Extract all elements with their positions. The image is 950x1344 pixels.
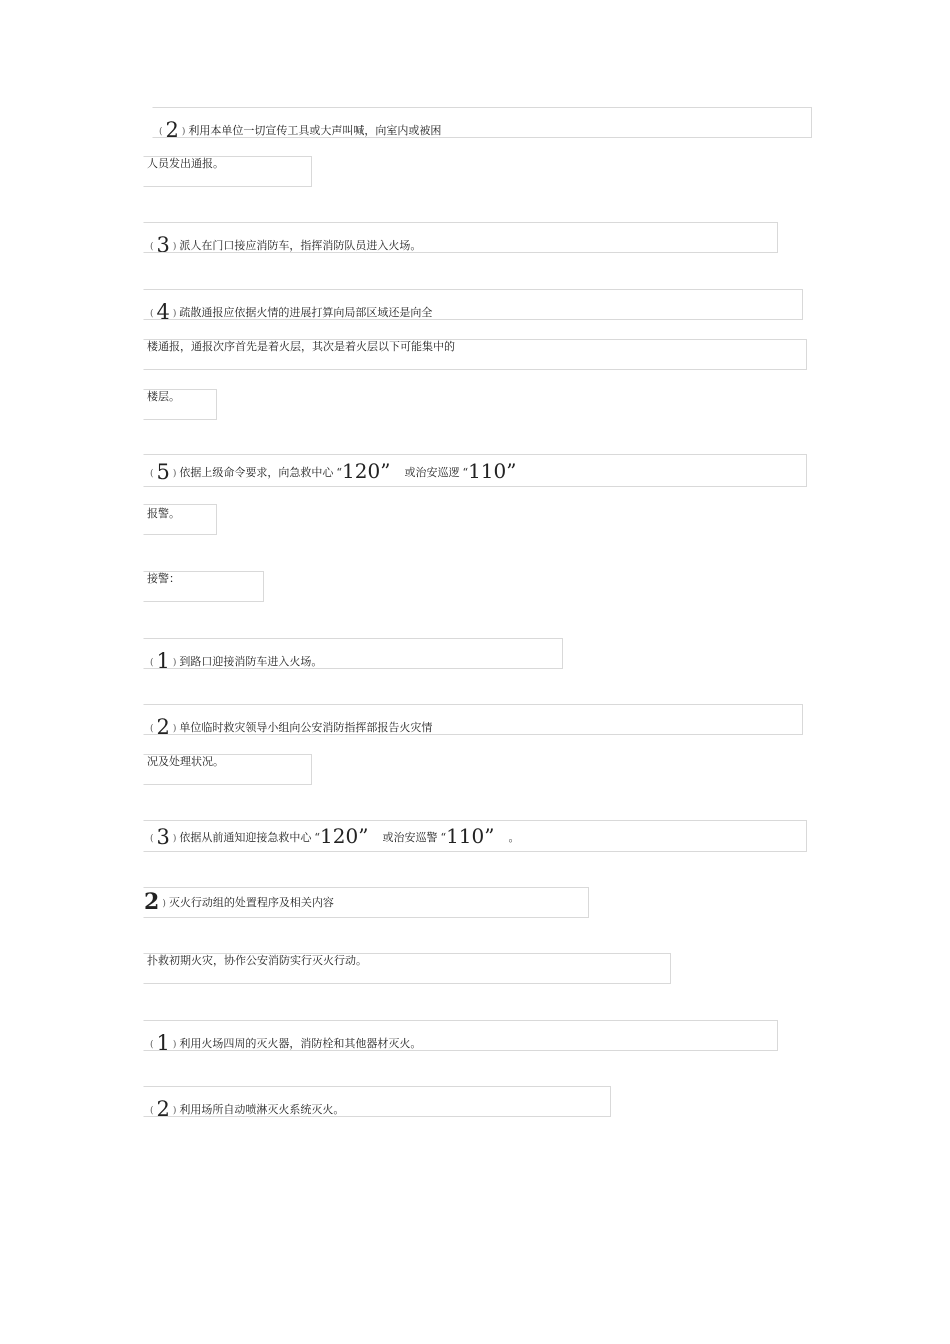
text-line (143, 571, 264, 602)
line-text: 人员发出通报。 (147, 157, 224, 170)
text-line (143, 704, 803, 735)
text-line (143, 454, 807, 487)
paren-close: ) (172, 309, 177, 319)
quote-close: ” (358, 824, 369, 848)
section-heading (143, 887, 589, 918)
quote-open: “ (462, 466, 469, 479)
quote-open: “ (314, 831, 321, 844)
item-number: 3 (156, 233, 170, 253)
phone-number-120: 120 (320, 824, 359, 848)
paren-open: ( (150, 1040, 154, 1050)
item-number: 1 (156, 649, 170, 669)
line-text: 到路口迎接消防车进入火场。 (179, 655, 323, 668)
line-text: 依据从前通知迎接急救中心 (179, 831, 312, 844)
text-line (143, 1086, 611, 1117)
item-number: 2 (156, 1097, 170, 1117)
section-title: 灭火行动组的处置程序及相关内容 (168, 896, 334, 909)
line-text: 利用场所自动喷淋灭火系统灭火。 (179, 1103, 345, 1116)
item-number: 2 (165, 118, 179, 138)
text-line (143, 504, 217, 535)
text-line (143, 339, 807, 370)
paren-open: ( (150, 724, 154, 734)
item-number: 5 (156, 460, 170, 484)
text-line (143, 389, 217, 420)
line-text: 况及处理状况。 (147, 755, 224, 768)
paren-open: ( (150, 309, 154, 319)
paren-close: ) (162, 899, 166, 909)
text-line (143, 1020, 778, 1051)
line-text: 扑救初期火灾，协作公安消防实行灭火行动。 (147, 954, 367, 967)
phone-number-110: 110 (446, 824, 485, 848)
paren-close: ) (172, 242, 177, 252)
line-text: 楼通报，通报次序首先是着火层，其次是着火层以下可能集中的 (147, 340, 455, 353)
item-number: 2 (156, 715, 170, 735)
line-text: 报警。 (147, 507, 180, 520)
text-line (143, 953, 671, 984)
quote-open: “ (336, 466, 343, 479)
phone-number-110: 110 (468, 459, 507, 483)
paren-open: ( (150, 658, 154, 668)
quote-open: “ (440, 831, 447, 844)
text-line (143, 754, 312, 785)
line-text: 楼层。 (147, 390, 180, 403)
line-text-mid: 或治安巡逻 (404, 466, 460, 479)
text-line (143, 289, 803, 320)
paren-open: ( (150, 469, 154, 479)
text-line (143, 820, 807, 852)
quote-close: ” (380, 459, 391, 483)
quote-close: ” (484, 824, 495, 848)
paren-open: ( (150, 834, 154, 844)
text-line (143, 156, 312, 187)
paren-open: ( (159, 127, 163, 137)
section-number: 2 (144, 889, 160, 915)
line-text: 依据上级命令要求，向急救中心 (179, 466, 334, 479)
text-line (152, 107, 812, 138)
item-number: 4 (156, 300, 170, 320)
line-text: 利用火场四周的灭火器，消防栓和其他器材灭火。 (179, 1037, 422, 1050)
paren-close: ) (172, 1040, 177, 1050)
line-text: 派人在门口接应消防车，指挥消防队员进入火场。 (179, 239, 422, 252)
line-end-punct: 。 (508, 831, 520, 844)
line-text: 接警： (147, 572, 180, 585)
quote-close: ” (506, 459, 517, 483)
phone-number-120: 120 (342, 459, 381, 483)
item-number: 3 (156, 825, 170, 849)
paren-close: ) (172, 834, 177, 844)
line-text: 利用本单位一切宣传工具或大声叫喊，向室内或被困 (188, 124, 442, 137)
text-line (143, 222, 778, 253)
text-line (143, 638, 563, 669)
line-text: 单位临时救灾领导小组向公安消防指挥部报告火灾情 (179, 721, 433, 734)
paren-open: ( (150, 242, 154, 252)
item-number: 1 (156, 1031, 170, 1051)
line-text: 疏散通报应依据火情的进展打算向局部区域还是向全 (179, 306, 433, 319)
paren-close: ) (181, 127, 186, 137)
paren-close: ) (172, 1106, 177, 1116)
paren-open: ( (150, 1106, 154, 1116)
line-text-mid: 或治安巡警 (382, 831, 438, 844)
paren-close: ) (172, 469, 177, 479)
paren-close: ) (172, 724, 177, 734)
paren-close: ) (172, 658, 177, 668)
